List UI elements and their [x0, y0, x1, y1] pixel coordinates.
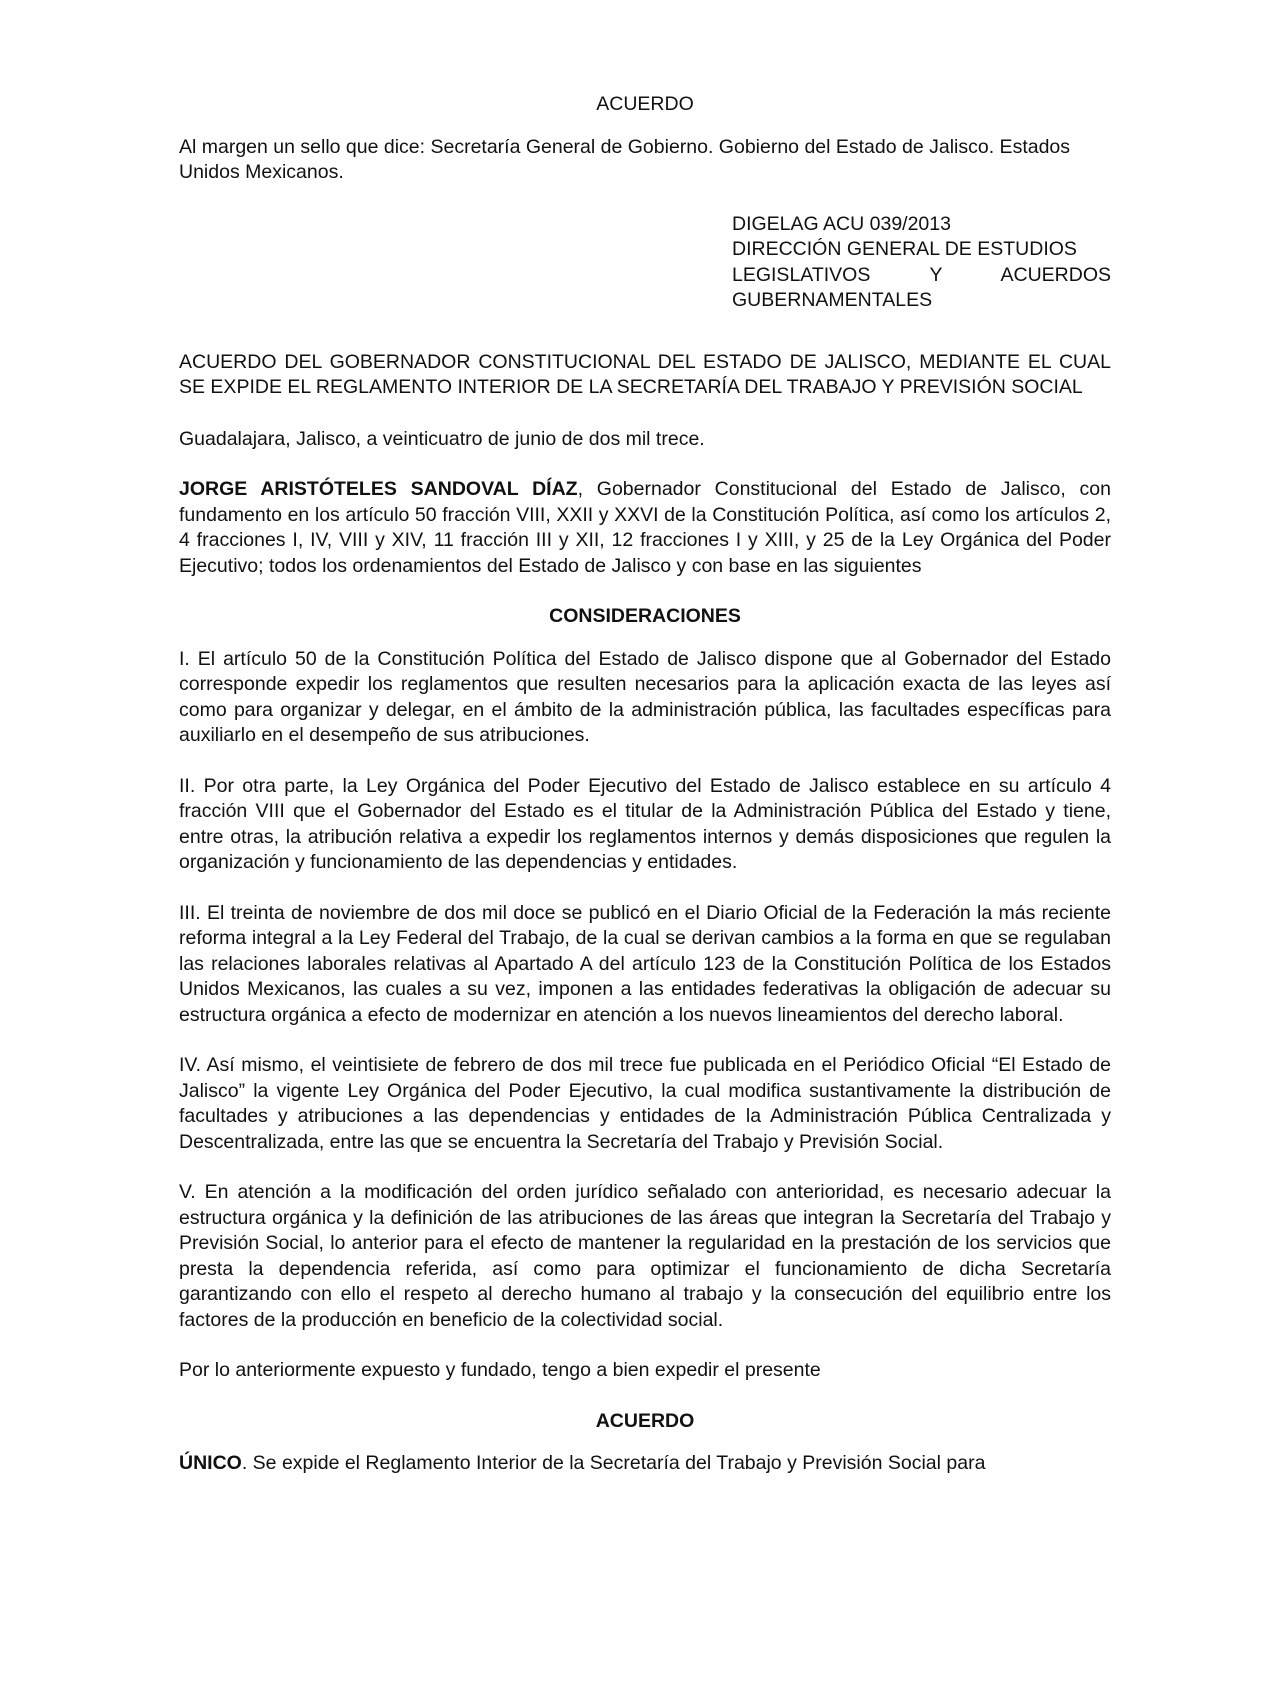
consideration-paragraph: IV. Así mismo, el veintisiete de febrero de dos mil trece fue publicada en el Periódico Oficial “El Estado de Jalisco” la vigente Ley Orgánica del Poder Ejecutivo, la cual modifica sustantivamente la distribución de facultades y atribuciones a las dependencias y entidades de la Administración Pública Centralizada y Descentralizada, entre las que se encuentra la Secretaría del Trabajo y Previsión Social. [179, 1054, 1111, 1153]
document-title: ACUERDO [596, 93, 694, 115]
governor-name: JORGE ARISTÓTELES SANDOVAL DÍAZ [179, 478, 578, 500]
office-line: DIRECCIÓN GENERAL DE ESTUDIOS [732, 238, 1077, 260]
closing-paragraph: Por lo anteriormente expuesto y fundado, tengo a bien expedir el presente [179, 1359, 821, 1381]
consideration-paragraph: I. El artículo 50 de la Constitución Política del Estado de Jalisco dispone que al Gobernador del Estado corresponde expedir los reglamentos que resulten necesarios para la aplicación exacta de las leyes así como para organizar y delegar, en el ámbito de la administración pública, las facultades específicas para auxiliarlo en el desempeño de sus atribuciones. [179, 647, 1111, 746]
consideration-paragraph: II. Por otra parte, la Ley Orgánica del Poder Ejecutivo del Estado de Jalisco establece en su artículo 4 fracción VIII que el Gobernador del Estado es el titular de la Administración Pública del Estado y tiene, entre otras, la atribución relativa a expedir los reglamentos internos y demás disposiciones que regulen la organización y funcionamiento de las dependencias y entidades. [179, 774, 1111, 873]
seal-note: Al margen un sello que dice: Secretaría General de Gobierno. Gobierno del Estado de Jalisco. Estados Unidos Mexicanos. [179, 135, 1071, 183]
intro-paragraph [179, 477, 1111, 579]
document-page [179, 92, 1111, 1502]
unico-paragraph [179, 1451, 1111, 1477]
office-reference: DIGELAG ACU 039/2013 [732, 212, 951, 235]
office-block [732, 212, 1111, 314]
office-line: LEGISLATIVOS Y ACUERDOS [732, 263, 1111, 286]
intro-text: , Gobernador Constitucional del Estado de Jalisco, con fundamento en los artículo 50 fracción VIII, XXII y XXVI de la Constitución Política, así como los artículos 2, 4 fracciones I, IV, VIII y XIV, 11 fracción III y XII, 12 fracciones I y XIII, y 25 de la Ley Orgánica del Poder Ejecutivo; todos los ordenamientos del Estado de Jalisco y con base en las siguientes [179, 478, 1111, 577]
unico-label: ÚNICO [179, 1452, 242, 1474]
consideration-paragraph: III. El treinta de noviembre de dos mil doce se publicó en el Diario Oficial de la Federación la más reciente reforma integral a la Ley Federal del Trabajo, de la cual se derivan cambios a la forma en que se regulaban las relaciones laborales relativas al Apartado A del artículo 123 de la Constitución Política de los Estados Unidos Mexicanos, las cuales a su vez, imponen a las entidades federativas la obligación de adecuar su estructura orgánica a efecto de modernizar en atención a los nuevos lineamientos del derecho laboral. [179, 901, 1111, 1026]
unico-text: . Se expide el Reglamento Interior de la Secretaría del Trabajo y Previsión Social para [241, 1452, 986, 1474]
office-line: GUBERNAMENTALES [732, 289, 933, 311]
consideration-paragraph: V. En atención a la modificación del orden jurídico señalado con anterioridad, es necesario adecuar la estructura orgánica y la definición de las atribuciones de las áreas que integran la Secretaría del Trabajo y Previsión Social, lo anterior para el efecto de mantener la regularidad en la prestación de los servicios que presta la dependencia referida, así como para optimizar el funcionamiento de dicha Secretaría garantizando con ello el respeto al derecho humano al trabajo y la consecución del equilibrio entre los factores de la producción en beneficio de la colectividad social. [179, 1181, 1111, 1331]
agreement-title: ACUERDO [595, 1409, 695, 1432]
considerations-title: CONSIDERACIONES [549, 605, 741, 627]
main-heading: ACUERDO DEL GOBERNADOR CONSTITUCIONAL DEL ESTADO DE JALISCO, MEDIANTE EL CUAL SE EXPIDE EL REGLAMENTO INTERIOR DE LA SECRETARÍA DEL TRABAJO Y PREVISIÓN SOCIAL [179, 350, 1111, 398]
place-date: Guadalajara, Jalisco, a veinticuatro de junio de dos mil trece. [179, 427, 705, 450]
